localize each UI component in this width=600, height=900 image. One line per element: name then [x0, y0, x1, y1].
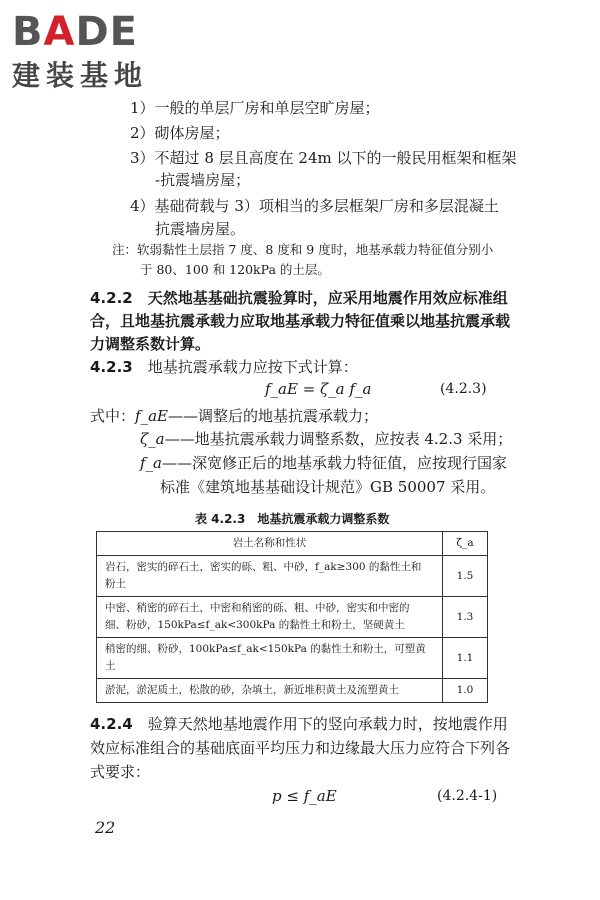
clause-4-2-4-line2: 效应标准组合的基础底面平均压力和边缘最大压力应符合下列各 — [90, 739, 511, 757]
table-caption: 表 4.2.3 地基抗震承载力调整系数 — [195, 512, 390, 526]
table-cell: 岩石，密实的碎石土，密实的砾、粗、中砂，f_ak≥300 的黏性土和 粉土 — [97, 556, 443, 597]
bade-logo — [12, 10, 182, 94]
table-cell-value: 1.1 — [443, 638, 488, 679]
definition-cont: 标准《建筑地基基础设计规范》GB 50007 采用。 — [160, 478, 496, 496]
equation-number: (4.2.3) — [440, 381, 487, 397]
table-row — [97, 638, 488, 679]
definition: ζ_a——地基抗震承载力调整系数，应按表 4.2.3 采用； — [140, 430, 513, 448]
clause-4-2-3: 4.2.3 地基抗震承载力应按下式计算： — [90, 358, 358, 376]
list-item-cont: -抗震墙房屋； — [155, 171, 251, 189]
logo-text-en: BADE — [12, 9, 138, 55]
table-header: 岩土名称和性状 — [97, 532, 443, 556]
list-item: 4）基础荷载与 3）项相当的多层框架厂房和多层混凝土 — [130, 197, 499, 215]
table-row — [97, 597, 488, 638]
definition: f_a——深宽修正后的地基承载力特征值，应按现行国家 — [140, 454, 508, 472]
list-item-cont: 抗震墙房屋。 — [155, 220, 246, 238]
clause-4-2-2-line2: 合，且地基抗震承载力应取地基承载力特征值乘以地基抗震承载 — [90, 312, 511, 330]
clause-4-2-2: 4.2.2 天然地基基础抗震验算时，应采用地震作用效应标准组 — [90, 289, 508, 307]
table-cell: 稍密的细、粉砂，100kPa≤f_ak<150kPa 的黏性土和粉土，可塑黄土 — [97, 638, 443, 679]
table-cell-value: 1.3 — [443, 597, 488, 638]
logo-text-cn: 建装基地 — [12, 59, 149, 92]
equation-number: (4.2.4-1) — [437, 788, 498, 804]
table-header-row — [97, 532, 488, 556]
table-cell: 中密、稍密的碎石土，中密和稍密的砾、粗、中砂，密实和中密的 细、粉砂，150kPa≤f_ak<300kPa 的黏性土和粉土，坚硬黄土 — [97, 597, 443, 638]
coefficient-table — [96, 531, 488, 703]
note: 注：软弱黏性土层指 7 度、8 度和 9 度时，地基承载力特征值分别小 — [112, 242, 494, 257]
formula-4-2-4-1: p ≤ f_aE — [272, 787, 337, 805]
table-cell-value: 1.0 — [443, 679, 488, 703]
table-cell-value: 1.5 — [443, 556, 488, 597]
list-item: 3）不超过 8 层且高度在 24m 以下的一般民用框架和框架 — [130, 149, 517, 167]
clause-4-2-2-line3: 力调整系数计算。 — [90, 335, 211, 353]
list-item: 1）一般的单层厂房和单层空旷房屋； — [130, 99, 380, 117]
table-cell: 淤泥，淤泥质土，松散的砂，杂填土，新近堆积黄土及流塑黄土 — [97, 679, 443, 703]
note-cont: 于 80、100 和 120kPa 的土层。 — [140, 262, 330, 277]
clause-4-2-4: 4.2.4 验算天然地基地震作用下的竖向承载力时，按地震作用 — [90, 715, 508, 733]
list-item: 2）砌体房屋； — [130, 124, 230, 142]
table-header: ζ_a — [443, 532, 488, 556]
formula-4-2-3: f_aE = ζ_a f_a — [265, 380, 372, 398]
definition: 式中：f_aE——调整后的地基抗震承载力； — [90, 407, 378, 425]
table-row — [97, 556, 488, 597]
clause-4-2-4-line3: 式要求： — [90, 763, 151, 781]
page-number: 22 — [95, 818, 116, 837]
table-row — [97, 679, 488, 703]
